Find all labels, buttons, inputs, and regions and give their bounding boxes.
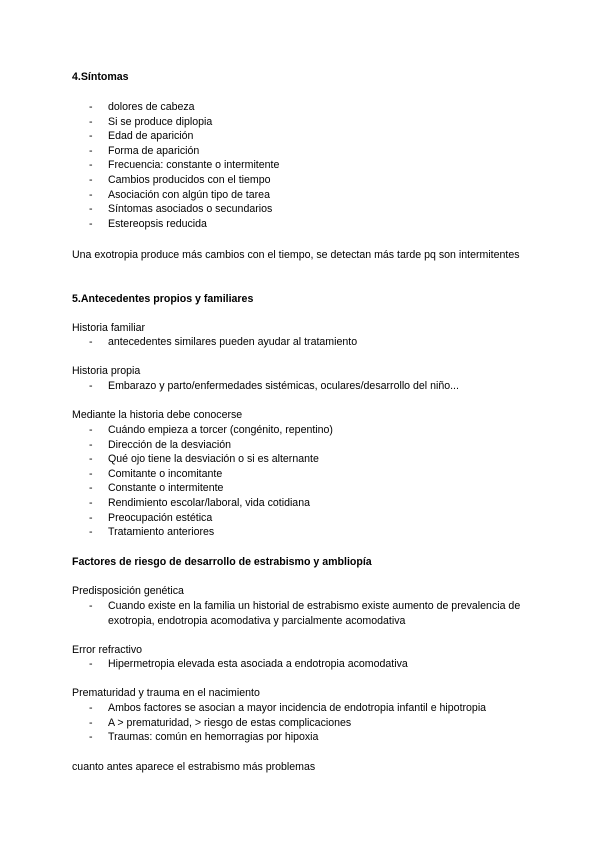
list-item: - dolores de cabeza xyxy=(72,100,532,115)
list-item: - Preocupación estética xyxy=(72,511,532,526)
paragraph-closing-note: cuanto antes aparece el estrabismo más problemas xyxy=(72,761,316,773)
list-item: - Hipermetropia elevada esta asociada a endotropia acomodativa xyxy=(72,657,532,672)
list-sintomas xyxy=(72,100,532,231)
list-item: - Constante o intermitente xyxy=(72,481,532,496)
list-error-refractivo xyxy=(72,657,532,672)
list-item: - Cambios producidos con el tiempo xyxy=(72,173,532,188)
heading-factores-riesgo: Factores de riesgo de desarrollo de estrabismo y ambliopía xyxy=(72,556,372,568)
label-debe-conocerse: Mediante la historia debe conocerse xyxy=(72,409,243,421)
label-historia-familiar: Historia familiar xyxy=(72,322,145,334)
label-prematuridad: Prematuridad y trauma en el nacimiento xyxy=(72,687,260,699)
list-item: - Cuando existe en la familia un historial de estrabismo existe aumento de prevalencia de exotropia, endotropia acomodativa y parcialmente acomodativa xyxy=(72,599,532,628)
list-item: - Tratamiento anteriores xyxy=(72,525,532,540)
list-item: - Qué ojo tiene la desviación o si es alternante xyxy=(72,452,532,467)
paragraph-exotropia-note: Una exotropia produce más cambios con el tiempo, se detectan más tarde pq son intermitentes xyxy=(72,249,520,261)
list-predisposicion-genetica xyxy=(72,599,532,628)
list-historia-familiar xyxy=(72,335,532,350)
list-debe-conocerse xyxy=(72,423,532,540)
heading-antecedentes: 5.Antecedentes propios y familiares xyxy=(72,293,254,305)
list-item: - Forma de aparición xyxy=(72,144,532,159)
list-item: - Asociación con algún tipo de tarea xyxy=(72,188,532,203)
list-item: - Cuándo empieza a torcer (congénito, repentino) xyxy=(72,423,532,438)
heading-sintomas: 4.Síntomas xyxy=(72,71,129,83)
list-item: - Rendimiento escolar/laboral, vida cotidiana xyxy=(72,496,532,511)
list-item: - Dirección de la desviación xyxy=(72,438,532,453)
list-item: - antecedentes similares pueden ayudar al tratamiento xyxy=(72,335,532,350)
label-historia-propia: Historia propia xyxy=(72,365,141,377)
list-item: - Estereopsis reducida xyxy=(72,217,532,232)
list-item: - Ambos factores se asocian a mayor incidencia de endotropia infantil e hipotropia xyxy=(72,701,532,716)
list-prematuridad xyxy=(72,701,532,745)
list-item: - Comitante o incomitante xyxy=(72,467,532,482)
label-error-refractivo: Error refractivo xyxy=(72,644,143,656)
list-item: - Embarazo y parto/enfermedades sistémicas, oculares/desarrollo del niño... xyxy=(72,379,532,394)
list-item: - Si se produce diplopia xyxy=(72,115,532,130)
list-item: - Síntomas asociados o secundarios xyxy=(72,202,532,217)
list-historia-propia xyxy=(72,379,532,394)
list-item: - Traumas: común en hemorragias por hipoxia xyxy=(72,730,532,745)
label-predisposicion-genetica: Predisposición genética xyxy=(72,585,184,597)
list-item: - A > prematuridad, > riesgo de estas complicaciones xyxy=(72,716,532,731)
list-item: - Frecuencia: constante o intermitente xyxy=(72,158,532,173)
list-item: - Edad de aparición xyxy=(72,129,532,144)
